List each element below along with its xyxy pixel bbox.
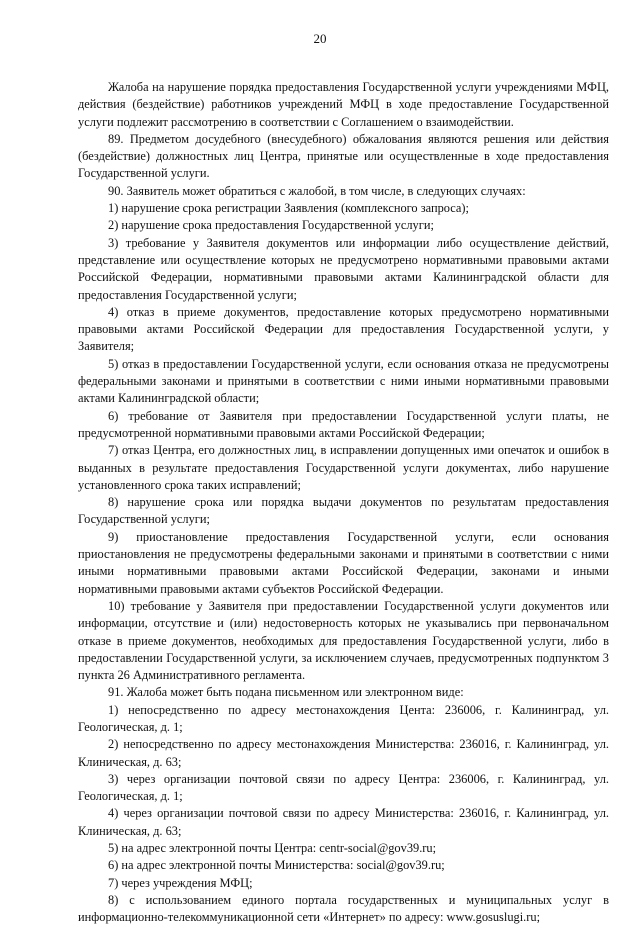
list-item: 6) на адрес электронной почты Министерства: social@gov39.ru; <box>108 858 445 873</box>
list-item: 1) непосредственно по адресу местонахождения Цента: 236006, г. Калининград, ул. Геологическая, д. 1; <box>78 702 609 734</box>
list-item: 2) нарушение срока предоставления Государственной услуги; <box>108 218 434 233</box>
list-item: 1) нарушение срока регистрации Заявления (комплексного запроса); <box>108 201 470 216</box>
list-item: 3) требование у Заявителя документов или информации либо осуществление действий, представление или осуществление которых не предусмотрено нормативными правовыми актами Российской Федерации, нормативными правовыми актами Калининградской области для предоставления Государственной услуги; <box>78 235 609 302</box>
list-item: 8) с использованием единого портала государственных и муниципальных услуг в информационно-телекоммуникационной сети «Интернет» по адресу: www.gosuslugi.ru; <box>78 892 609 925</box>
list-item: 5) на адрес электронной почты Центра: centr-social@gov39.ru; <box>108 841 437 856</box>
list-item: 3) через организации почтовой связи по адресу Центра: 236006, г. Калининград, ул. Геологическая, д. 1; <box>78 771 609 804</box>
page-number: 20 <box>313 31 327 46</box>
list-item: 4) отказ в приеме документов, предоставление которых предусмотрено нормативными правовыми актами Российской Федерации для предоставления Государственной услуги, у Заявителя; <box>78 304 609 354</box>
paragraph-89: 89. Предметом досудебного (внесудебного) обжалования являются решения или действия (бездействие) должностных лиц Центра, принятые или осуществленные в ходе предоставления Государственной услуги. <box>78 131 609 181</box>
list-item: 7) через учреждения МФЦ; <box>108 875 253 890</box>
paragraph-90: 90. Заявитель может обратиться с жалобой, в том числе, в следующих случаях: <box>108 183 526 198</box>
list-item: 10) требование у Заявителя при предоставлении Государственной услуги документов или информации, отсутствие и (или) недостоверность которых не указывались при первоначальном отказе в приеме документов, необходимых для предоставления Государственной услуги, либо в предоставлении Государственной услуги, за исключением случаев, предусмотренных подпунктом 3 пункта 26 Административного регламента. <box>78 598 609 683</box>
list-item: 9) приостановление предоставления Государственной услуги, если основания приостановления не предусмотрены федеральными законами и принятыми в соответствии с ними иными нормативными правовыми актами Российской Федерации, законами и иными нормативными правовыми актами субъектов Российской Федерации. <box>78 529 609 596</box>
list-item: 4) через организации почтовой связи по адресу Министерства: 236016, г. Калининград, ул. Клиническая, д. 63; <box>78 806 609 838</box>
list-item: 8) нарушение срока или порядка выдачи документов по результатам предоставления Государственной услуги; <box>78 495 609 527</box>
paragraph-mfc-complaint: Жалоба на нарушение порядка предоставления Государственной услуги учреждениями МФЦ, действия (бездействие) работников учреждений МФЦ в ходе предоставление Государственной услуги подлежит рассмотрению в соответствии с Соглашением о взаимодействии. <box>78 80 609 129</box>
document-body <box>78 79 609 927</box>
paragraph-91: 91. Жалоба может быть подана письменном или электронном виде: <box>108 685 464 700</box>
list-item: 7) отказ Центра, его должностных лиц, в исправлении допущенных ими опечаток и ошибок в выданных в результате предоставления Государственной услуги документах, либо нарушение установленного срока таких исправлений; <box>78 443 609 492</box>
list-item: 5) отказ в предоставлении Государственной услуги, если основания отказа не предусмотрены федеральными законами и принятыми в соответствии с ними иными нормативными правовыми актами Калининградской области; <box>78 356 609 406</box>
list-item: 2) непосредственно по адресу местонахождения Министерства: 236016, г. Калининград, ул. Клиническая, д. 63; <box>78 737 609 769</box>
list-item: 6) требование от Заявителя при предоставлении Государственной услуги платы, не предусмотренной нормативными правовыми актами Российской Федерации; <box>78 408 609 440</box>
